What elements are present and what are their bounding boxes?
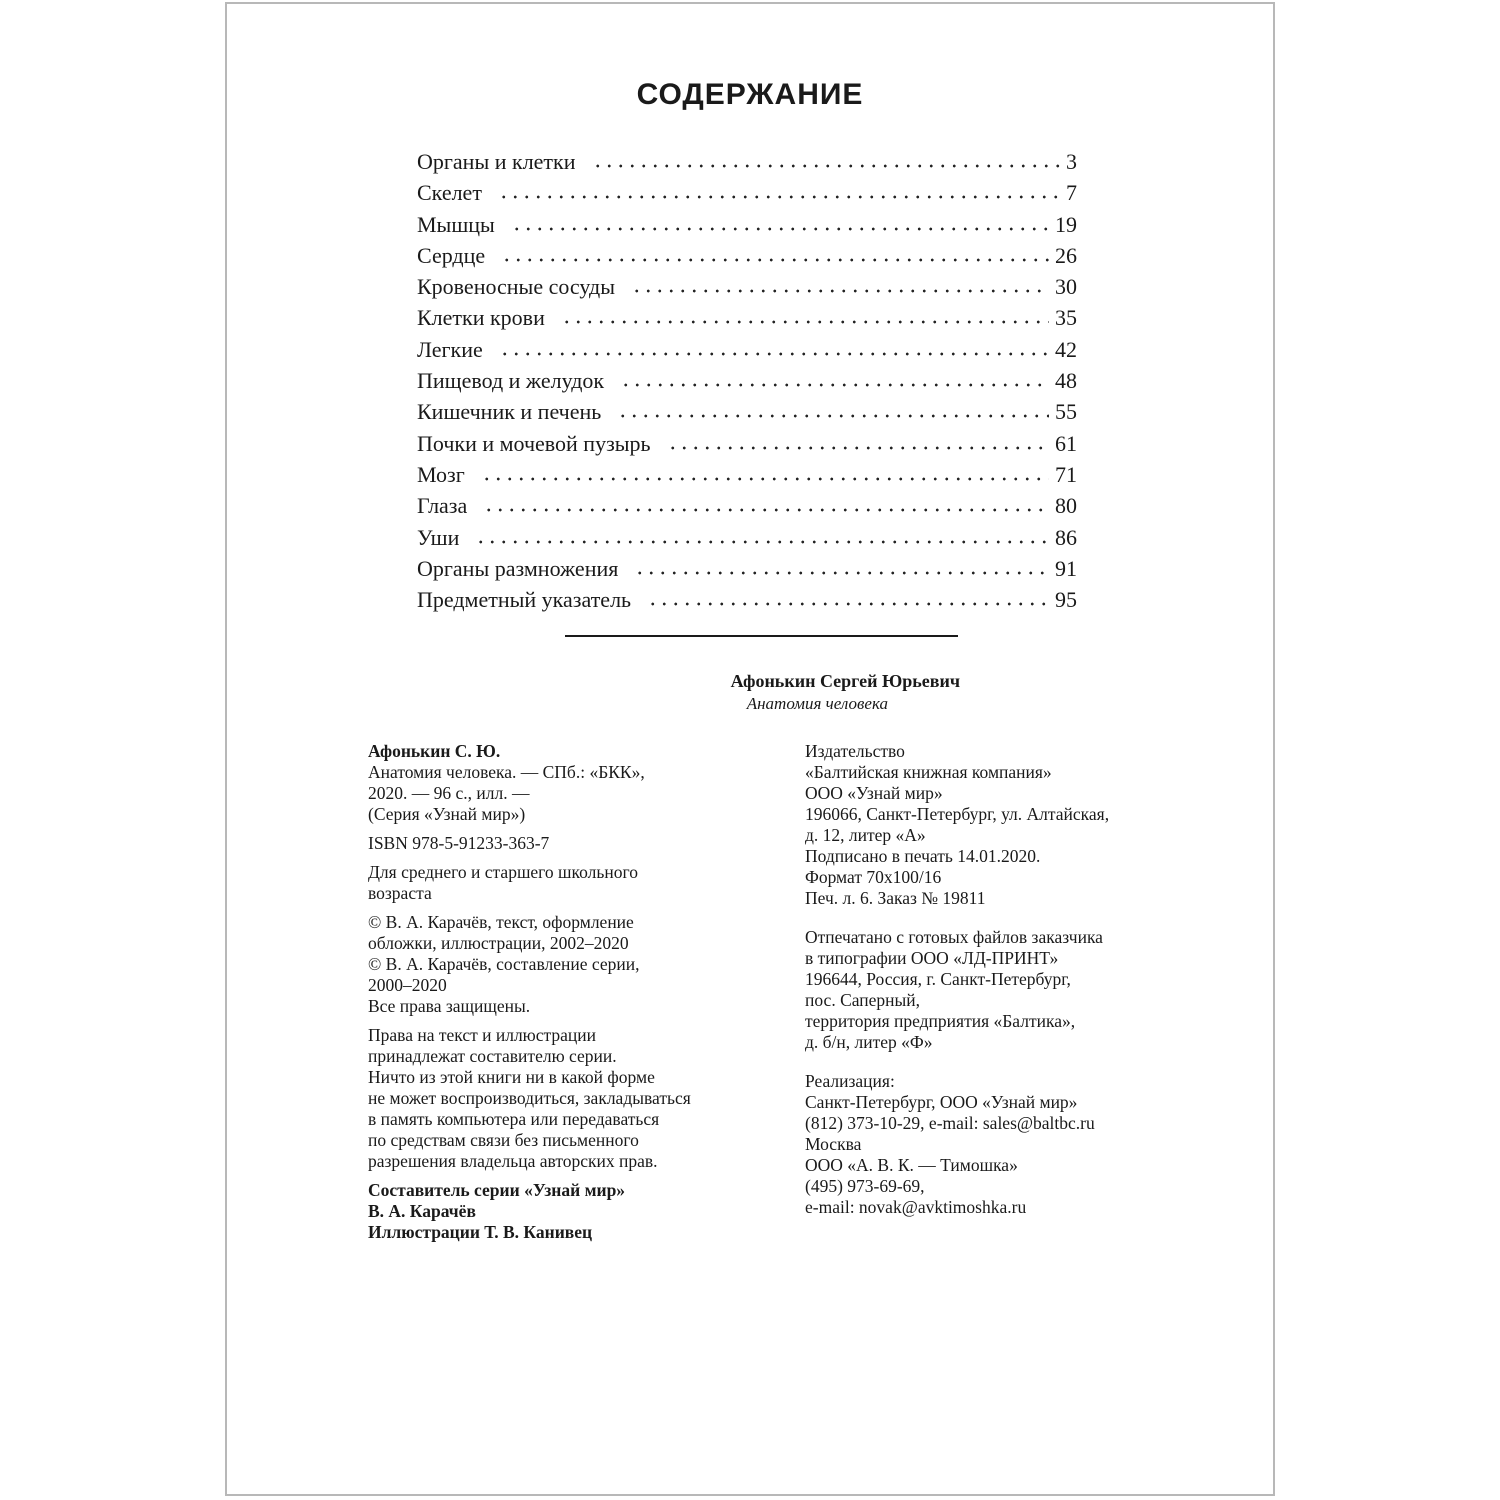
- audience-line: Для среднего и старшего школьного: [368, 862, 638, 882]
- printer-line: Отпечатано с готовых файлов заказчика: [805, 927, 1103, 947]
- dot-leader: [499, 335, 1049, 357]
- dot-leader: [501, 241, 1049, 263]
- printer-line: территория предприятия «Балтика»,: [805, 1011, 1076, 1031]
- printer-line: в типографии ООО «ЛД-ПРИНТ»: [805, 948, 1059, 968]
- copyright-line: обложки, иллюстрации, 2002–2020: [368, 933, 629, 953]
- dot-leader: [592, 147, 1060, 169]
- dot-leader: [561, 303, 1049, 325]
- rights-line: разрешения владельца авторских прав.: [368, 1151, 658, 1171]
- section-divider: [565, 635, 958, 637]
- toc-entry-label: Пищевод и желудок: [417, 368, 605, 394]
- toc-entry-label: Кровеносные сосуды: [417, 274, 615, 300]
- toc-entry-page: 55: [1055, 399, 1077, 425]
- credits-line: В. А. Карачёв: [368, 1201, 476, 1221]
- publisher-line: Печ. л. 6. Заказ № 19811: [805, 888, 986, 908]
- dot-leader: [481, 460, 1049, 482]
- dot-leader: [634, 554, 1049, 576]
- toc-entry-label: Уши: [417, 524, 460, 550]
- sales-line: (812) 373-10-29, e-mail: sales@baltbc.ru: [805, 1113, 1095, 1133]
- copyright-line: © В. А. Карачёв, текст, оформление: [368, 912, 634, 932]
- dot-leader: [647, 585, 1049, 607]
- toc-entry-page: 48: [1055, 368, 1077, 394]
- dot-leader: [475, 523, 1049, 545]
- toc-entry: [417, 209, 1077, 240]
- dot-leader: [631, 272, 1049, 294]
- toc-entry-page: 30: [1055, 274, 1077, 300]
- toc-entry: [417, 302, 1077, 333]
- biblio-line: 2020. — 96 с., илл. —: [368, 783, 530, 803]
- copyright-line: 2000–2020: [368, 975, 447, 995]
- publisher-line: д. 12, литер «А»: [805, 825, 926, 845]
- toc-entry-label: Почки и мочевой пузырь: [417, 430, 651, 456]
- isbn: ISBN 978-5-91233-363-7: [368, 833, 550, 853]
- toc-entry-page: 61: [1055, 430, 1077, 456]
- toc-entry: [417, 334, 1077, 365]
- toc-entry: [417, 459, 1077, 490]
- sales-line: e-mail: novak@avktimoshka.ru: [805, 1197, 1027, 1217]
- toc-entry-page: 95: [1055, 587, 1077, 613]
- toc-entry-page: 26: [1055, 242, 1077, 268]
- toc-entry: [417, 146, 1077, 177]
- toc-entry-label: Скелет: [417, 180, 482, 206]
- sales-line: Москва: [805, 1134, 862, 1154]
- toc-entry-page: 7: [1066, 180, 1077, 206]
- credits-line: Составитель серии «Узнай мир»: [368, 1180, 626, 1200]
- rights-line: не может воспроизводиться, закладываться: [368, 1088, 691, 1108]
- toc-entry: [417, 177, 1077, 208]
- toc-entry-label: Кишечник и печень: [417, 399, 602, 425]
- toc-title: СОДЕРЖАНИЕ: [636, 78, 864, 111]
- biblio-line: Анатомия человека. — СПб.: «БКК»,: [368, 762, 645, 782]
- toc-entry-page: 3: [1066, 149, 1077, 174]
- toc-entry: [417, 584, 1077, 615]
- author-short: Афонькин С. Ю.: [368, 741, 501, 761]
- toc-entry-page: 35: [1055, 305, 1077, 331]
- rights-line: Права на текст и иллюстрации: [368, 1025, 596, 1045]
- toc-entry: [417, 271, 1077, 302]
- biblio-line: (Серия «Узнай мир»): [368, 804, 526, 824]
- rights-line: по средствам связи без письменного: [368, 1130, 639, 1150]
- dot-leader: [483, 491, 1049, 513]
- toc-entry: [417, 490, 1077, 521]
- publisher-line: Подписано в печать 14.01.2020.: [805, 846, 1041, 866]
- toc-entry-label: Клетки крови: [417, 305, 545, 331]
- toc-entry-page: 80: [1055, 493, 1077, 519]
- publisher-line: Формат 70x100/16: [805, 867, 942, 887]
- sales-line: Реализация:: [805, 1071, 895, 1091]
- toc-entry-label: Легкие: [417, 336, 483, 362]
- printer-line: д. б/н, литер «Ф»: [805, 1032, 933, 1052]
- toc-entry: [417, 553, 1077, 584]
- sales-line: ООО «А. В. К. — Тимошка»: [805, 1155, 1018, 1175]
- toc-entry-label: Мышцы: [417, 211, 495, 237]
- printer-line: пос. Саперный,: [805, 990, 921, 1010]
- toc-entry: [417, 365, 1077, 396]
- toc-entry: [417, 428, 1077, 459]
- publisher-line: Издательство: [805, 741, 905, 761]
- rights-line: в память компьютера или передаваться: [368, 1109, 660, 1129]
- toc-entry-label: Органы и клетки: [417, 149, 576, 174]
- toc-entry: [417, 522, 1077, 553]
- rights-line: Ничто из этой книги ни в какой форме: [368, 1067, 655, 1087]
- book-title: Анатомия человека: [746, 694, 888, 713]
- credits-line: Иллюстрации Т. В. Канивец: [368, 1222, 593, 1242]
- toc-entry-label: Глаза: [417, 493, 468, 519]
- toc-entry-label: Сердце: [417, 242, 486, 268]
- toc-entry-page: 91: [1055, 555, 1077, 581]
- author-full-name: Афонькин Сергей Юрьевич: [730, 671, 960, 691]
- rights-line: принадлежат составителю серии.: [368, 1046, 617, 1066]
- publisher-line: ООО «Узнай мир»: [805, 783, 943, 803]
- toc-entry-label: Предметный указатель: [417, 587, 632, 613]
- toc-entry: [417, 240, 1077, 271]
- sales-line: Санкт-Петербург, ООО «Узнай мир»: [805, 1092, 1078, 1112]
- toc-entry-page: 71: [1055, 461, 1077, 487]
- toc-entry-label: Мозг: [417, 461, 465, 487]
- toc-entry-page: 86: [1055, 524, 1077, 550]
- toc-entry-page: 42: [1055, 336, 1077, 362]
- dot-leader: [620, 366, 1049, 388]
- toc-entry-label: Органы размножения: [417, 555, 619, 581]
- toc-entry: [417, 396, 1077, 427]
- toc-list: [417, 146, 1077, 615]
- copyright-line: Все права защищены.: [368, 996, 531, 1016]
- audience-line: возраста: [368, 883, 432, 903]
- dot-leader: [511, 210, 1049, 232]
- copyright-line: © В. А. Карачёв, составление серии,: [368, 954, 640, 974]
- publisher-line: 196066, Санкт-Петербург, ул. Алтайская,: [805, 804, 1110, 824]
- dot-leader: [498, 178, 1060, 200]
- imprint-right-column: [805, 741, 1235, 1218]
- publisher-line: «Балтийская книжная компания»: [805, 762, 1052, 782]
- dot-leader: [617, 397, 1049, 419]
- sales-line: (495) 973-69-69,: [805, 1176, 925, 1196]
- toc-entry-page: 19: [1055, 211, 1077, 237]
- dot-leader: [667, 429, 1049, 451]
- imprint-left-column: [368, 741, 768, 1243]
- printer-line: 196644, Россия, г. Санкт-Петербург,: [805, 969, 1071, 989]
